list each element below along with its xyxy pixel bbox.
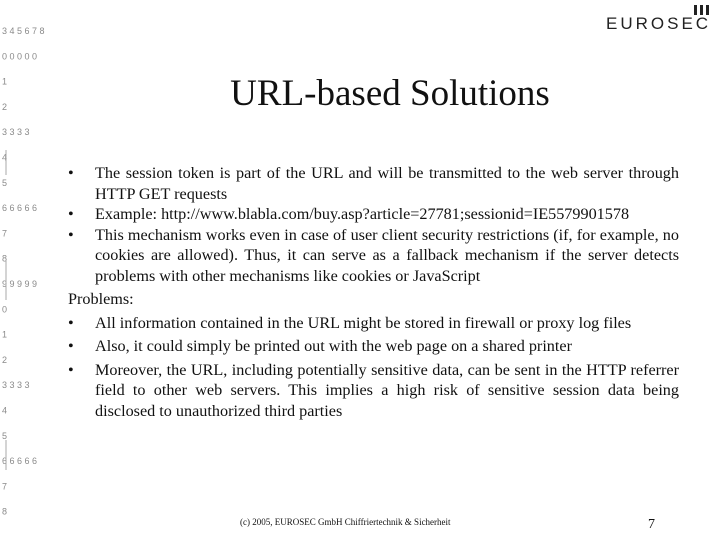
decorative-digit-row: 8 [2,253,8,264]
decorative-digit-row: 9 9 9 9 9 [2,279,38,289]
problem-item [68,313,679,334]
decorative-digit-row: 0 [2,304,8,315]
bullet-dot: • [68,313,74,332]
problem-text: Moreover, the URL, including potentially sensitive data, can be sent in the HTTP referrer field to other web servers. This implies a high risk of sensitive session data being disclosed to unauthorized third parties [95,360,679,420]
decorative-digit-row: 1 [2,76,8,87]
bullet-item [68,225,679,287]
decorative-digit-row: 2 [2,354,8,365]
decorative-digit-row: 3 3 3 3 [2,127,30,138]
page-number: 7 [648,517,655,532]
bullet-dot: • [68,337,74,355]
decorative-digit-row: 3 4 5 6 7 8 [2,26,45,36]
bullet-text: Example: http://www.blabla.com/buy.asp?article=27781;sessionid=IE5579901578 [95,205,630,223]
decorative-digit-row: 1 [2,329,8,340]
decorative-digit-row: 6 6 6 6 6 [2,456,38,467]
bullet-item [68,204,679,225]
decorative-digit-row: 3 3 3 3 [2,380,30,391]
bullet-dot: • [68,164,74,182]
logo-text: EUROSEC [606,14,712,33]
problems-label: Problems: [68,290,134,308]
decorative-digit-row: 8 [2,506,8,517]
decorative-digit-row: 4 [2,405,8,416]
bullet-dot: • [68,225,74,244]
eurosec-logo [606,2,718,38]
problem-text: All information contained in the URL might be stored in firewall or proxy log files [95,313,632,332]
footer-copyright: (c) 2005, EUROSEC GmbH Chiffriertechnik & Sicherheit [240,517,451,527]
bullet-dot: • [68,360,74,379]
bullet-text: This mechanism works even in case of user client security restrictions (if, for example, no cookies are allowed). Thus, it can serve as a fallback mechanism if the server detects problems with other mechanisms like cookies or JavaScript [95,225,679,285]
decorative-digit-row: 4 [2,152,8,163]
problem-item [68,336,679,357]
slide-body [68,163,679,421]
problem-item [68,360,679,422]
decorative-digit-row: 2 [2,101,8,112]
bullet-item [68,163,679,204]
slide-title: URL-based Solutions [230,73,550,114]
decorative-digit-row: 0 0 0 0 0 [2,51,38,62]
bullet-text: The session token is part of the URL and will be transmitted to the web server through HTTP GET requests [95,164,679,203]
decorative-digit-row: 7 [2,481,8,492]
decorative-digit-row: 6 6 6 6 6 [2,203,38,214]
bullet-dot: • [68,205,74,223]
decorative-number-strip [0,0,60,540]
problem-text: Also, it could simply be printed out with the web page on a shared printer [95,337,572,355]
decorative-digit-row: 5 [2,177,8,188]
decorative-digit-row: 7 [2,228,8,239]
decorative-digit-row: 5 [2,430,8,441]
